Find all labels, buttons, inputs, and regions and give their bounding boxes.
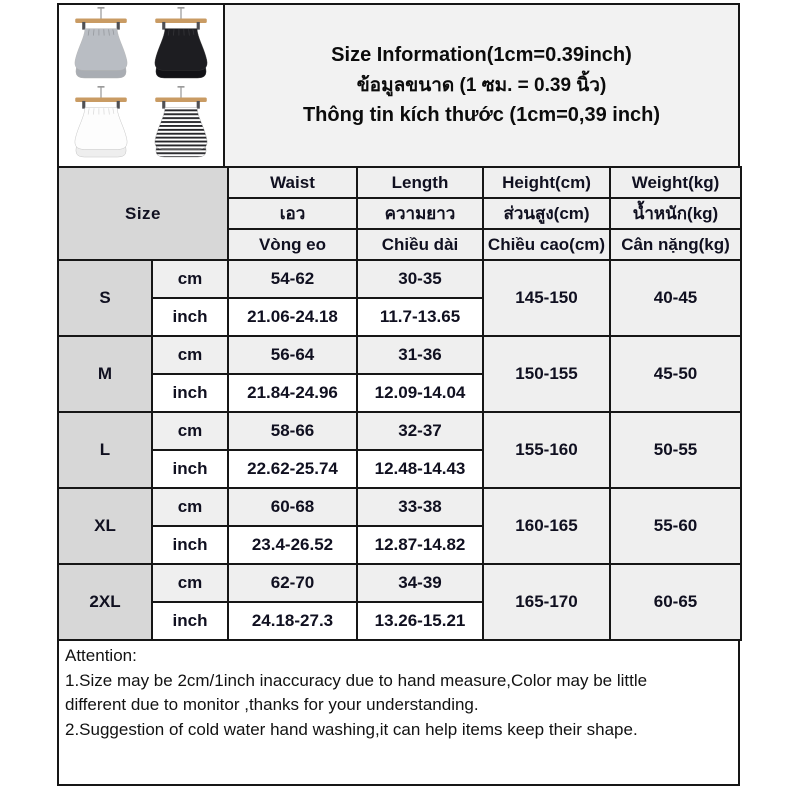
size-row-label: L (58, 412, 152, 488)
size-row-label: XL (58, 488, 152, 564)
product-photo-white-skirt (63, 86, 139, 164)
length-inch-value: 11.7-13.65 (357, 298, 483, 336)
col-header-weight-vi: Cân nặng(kg) (610, 229, 741, 260)
weight-value: 40-45 (610, 260, 741, 336)
col-header-height-en: Height(cm) (483, 167, 610, 198)
unit-cm-label: cm (152, 412, 228, 450)
unit-cm-label: cm (152, 564, 228, 602)
product-photo-striped-skirt (143, 86, 219, 164)
attention-box (57, 639, 740, 786)
striped-skirt-image (143, 86, 219, 164)
attention-note-1a: 1.Size may be 2cm/1inch inaccuracy due to hand measure,Color may be little (65, 670, 648, 690)
size-header: Size (58, 167, 228, 260)
product-image-panel (57, 3, 225, 168)
product-photo-grey-skirt (63, 7, 139, 85)
size-chart-sheet (57, 3, 740, 786)
waist-cm-value: 54-62 (228, 260, 357, 298)
waist-inch-value: 21.84-24.96 (228, 374, 357, 412)
length-cm-value: 31-36 (357, 336, 483, 374)
waist-cm-value: 56-64 (228, 336, 357, 374)
length-inch-value: 13.26-15.21 (357, 602, 483, 640)
grey-skirt-image (63, 7, 139, 85)
col-header-waist-en: Waist (228, 167, 357, 198)
title-vietnamese: Thông tin kích thước (1cm=0,39 inch) (302, 104, 661, 127)
waist-cm-value: 62-70 (228, 564, 357, 602)
white-skirt-image (63, 86, 139, 164)
length-cm-value: 34-39 (357, 564, 483, 602)
length-inch-value: 12.48-14.43 (357, 450, 483, 488)
weight-value: 60-65 (610, 564, 741, 640)
size-row-label: 2XL (58, 564, 152, 640)
length-cm-value: 33-38 (357, 488, 483, 526)
attention-note-2: 2.Suggestion of cold water hand washing,it can help items keep their shape. (65, 719, 638, 739)
col-header-height-th: ส่วนสูง(cm) (483, 198, 610, 229)
attention-title: Attention: (65, 646, 137, 665)
waist-inch-value: 24.18-27.3 (228, 602, 357, 640)
col-header-waist-th: เอว (228, 198, 357, 229)
col-header-weight-th: น้ำหนัก(kg) (610, 198, 741, 229)
title-panel (223, 3, 740, 168)
top-section (57, 3, 740, 168)
length-cm-value: 32-37 (357, 412, 483, 450)
black-skirt-image (143, 7, 219, 85)
unit-inch-label: inch (152, 450, 228, 488)
col-header-length-th: ความยาว (357, 198, 483, 229)
col-header-height-vi: Chiều cao(cm) (483, 229, 610, 260)
unit-inch-label: inch (152, 374, 228, 412)
unit-cm-label: cm (152, 260, 228, 298)
height-value: 150-155 (483, 336, 610, 412)
height-value: 145-150 (483, 260, 610, 336)
unit-cm-label: cm (152, 336, 228, 374)
attention-note-1b: different due to monitor ,thanks for your understanding. (65, 695, 479, 715)
height-value: 155-160 (483, 412, 610, 488)
col-header-length-vi: Chiều dài (357, 229, 483, 260)
col-header-length-en: Length (357, 167, 483, 198)
waist-cm-value: 58-66 (228, 412, 357, 450)
title-english: Size Information(1cm=0.39inch) (331, 43, 632, 66)
unit-cm-label: cm (152, 488, 228, 526)
title-thai: ข้อมูลขนาด (1 ซม. = 0.39 นิ้ว) (356, 74, 607, 96)
unit-inch-label: inch (152, 526, 228, 564)
size-row-label: S (58, 260, 152, 336)
weight-value: 45-50 (610, 336, 741, 412)
size-row-label: M (58, 336, 152, 412)
weight-value: 50-55 (610, 412, 741, 488)
product-photo-black-skirt (143, 7, 219, 85)
height-value: 165-170 (483, 564, 610, 640)
unit-inch-label: inch (152, 298, 228, 336)
col-header-waist-vi: Vòng eo (228, 229, 357, 260)
col-header-weight-en: Weight(kg) (610, 167, 741, 198)
height-value: 160-165 (483, 488, 610, 564)
length-inch-value: 12.09-14.04 (357, 374, 483, 412)
size-table (57, 166, 742, 641)
weight-value: 55-60 (610, 488, 741, 564)
waist-cm-value: 60-68 (228, 488, 357, 526)
length-inch-value: 12.87-14.82 (357, 526, 483, 564)
waist-inch-value: 23.4-26.52 (228, 526, 357, 564)
waist-inch-value: 22.62-25.74 (228, 450, 357, 488)
unit-inch-label: inch (152, 602, 228, 640)
waist-inch-value: 21.06-24.18 (228, 298, 357, 336)
length-cm-value: 30-35 (357, 260, 483, 298)
